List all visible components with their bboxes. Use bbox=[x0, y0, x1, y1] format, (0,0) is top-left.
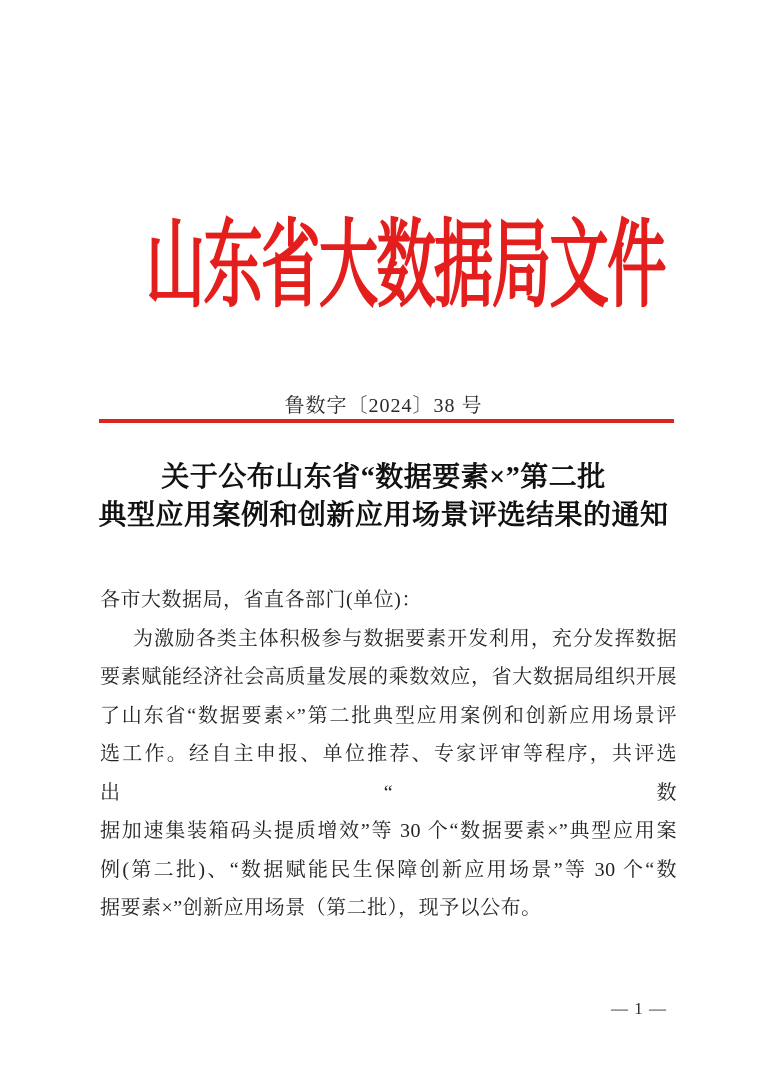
body-line: 选工作。经自主申报、单位推荐、专家评审等程序，共评选出“数 bbox=[100, 743, 677, 804]
body-line: 为激励各类主体积极参与数据要素开发利用，充分发挥数据 bbox=[133, 627, 677, 650]
body-line: 要素赋能经济社会高质量发展的乘数效应，省大数据局组织开展 bbox=[100, 666, 677, 688]
red-divider-rule bbox=[99, 419, 674, 423]
notice-body bbox=[100, 581, 677, 928]
page-number: — 1 — bbox=[611, 999, 667, 1018]
body-line: 据要素×”创新应用场景（第二批），现予以公布。 bbox=[100, 897, 542, 919]
notice-title-line2: 典型应用案例和创新应用场景评选结果的通知 bbox=[98, 500, 669, 531]
doc-number: 鲁数字〔2024〕38 号 bbox=[284, 395, 483, 417]
notice-title bbox=[0, 459, 767, 535]
body-line: 例(第二批)、“数据赋能民生保障创新应用场景”等 30 个“数 bbox=[100, 858, 677, 881]
notice-title-line1: 关于公布山东省“数据要素×”第二批 bbox=[161, 462, 606, 493]
body-line: 了山东省“数据要素×”第二批典型应用案例和创新应用场景评 bbox=[100, 704, 677, 727]
body-line: 据加速集装箱码头提质增效”等 30 个“数据要素×”典型应用案 bbox=[100, 820, 677, 842]
agency-header-title: 山东省大数据局文件 bbox=[145, 212, 665, 319]
salutation-line: 各市大数据局，省直各部门(单位)： bbox=[100, 589, 422, 611]
